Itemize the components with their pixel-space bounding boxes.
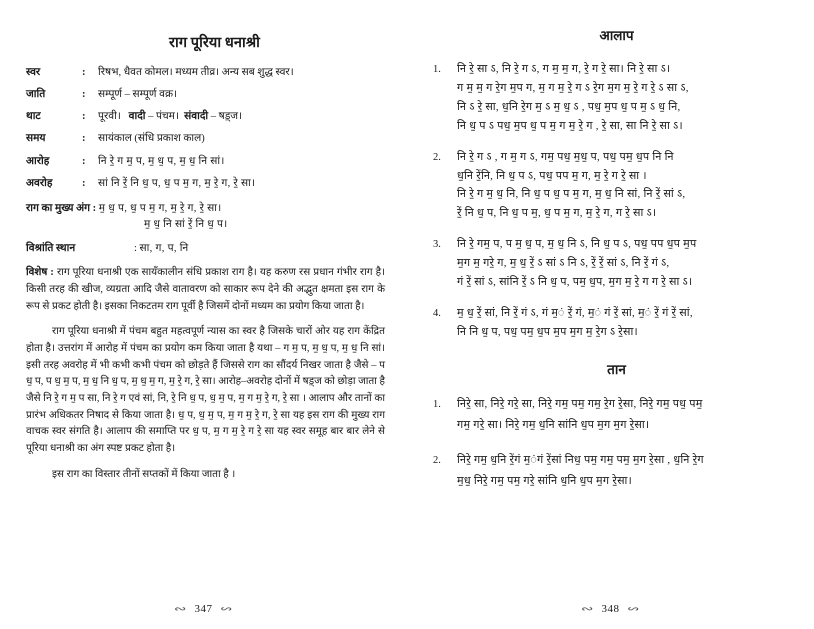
table-row-thaat [26,110,385,132]
aalaap-list [433,60,790,342]
table-row-samay [26,132,385,154]
notation-line: नि रे॒ ग ऽ , ग म॒ ग ऽ, गम॒ पध॒ म॒ध॒ प, पध॒ पम॒ ध॒प नि नि [457,150,674,163]
vadi-label: वादी [128,111,146,123]
colon-avroh: : [82,177,86,189]
table-row-aroh [26,155,385,177]
notation-line: गं रें॒ सां ऽ, सांनि रें॒ ऽ नि ध॒ प, पम॒ ध॒प, म॒ग म॒ रे॒ ग ग रे॒ सा ऽ। [457,276,693,289]
item-body [457,450,790,493]
body-paragraph-2: राग पूरिया धनाश्री में पंचम बहुत महत्वपूर्ण न्यास का स्वर है जिसके चारों ओर यह राग केंद्रित होता है। उत्तरांग में आरोह में पंचम का प्रयोग कम किया जाता है यथा – ग म॒ प, म॒ ध॒ प, म॒ ध॒ नि सां। इसी तरह अवरोह में भी कभी कभी पंचम को छोड़ते हैं जिससे राग का सौंदर्य निखर जाता है जैसे – प ध॒ प, प ध॒ म॒ प, म॒ ध॒ नि ध॒ प, म॒ ध॒ म॒ ग, म॒ रे॒ ग, रे॒ सा। आरोह–अवरोह दोनों में षड़्ज को छोड़ा जाता है जैसे नि रे॒ ग म॒ प सा, नि रे॒ ग एवं सां, नि, रे॒ नि ध॒ प, ध॒ म॒ प, म॒ ग म॒ रे॒ ग, रे॒ सा । आलाप और तानों का प्रारंभ अधिकतर निषाद से किया जाता है। ध॒ प, ध॒ म॒ प, म॒ ग म॒ रे॒ ग, रे॒ सा यह इस राग की मुख्य राग वाचक स्वर संगति है। आलाप की समाप्ति पर ध॒ प, म॒ ग म॒ रे॒ ग रे॒ सा यह स्वर समूह बार बार लेने से पूरिया धनाश्री का अंग स्पष्ट प्रकट होता है। [26,326,385,454]
item-body [457,148,790,224]
colon-thaat: : [82,111,86,123]
main-anga-label: राग का मुख्य अंग : [26,202,97,214]
page-number: 347 [194,603,213,615]
attribute-value-samay: सायंकाल (संधि प्रकाश काल) [98,133,205,145]
attribute-value-jati: सम्पूर्ण – सम्पूर्ण वक्र। [98,89,178,101]
ornament-left-icon: ∾ [174,604,187,615]
thaat-name: पूरवी। [98,111,121,123]
notation-line: निरे॒ गम॒ ध॒नि रें॒गं म॒ंगं रें॒सां निध॒ पम॒ गम॒ पम॒ म॒ग रे॒सा , ध॒नि रे॒ग [457,453,704,466]
special-label: विशेष : [26,267,54,279]
attribute-label-thaat: थाट [26,111,41,123]
notation-line: नि नि ध॒ प, पध॒ पम॒ ध॒प म॒प म॒ग म॒ रे॒ग ऽ रे॒सा। [457,325,638,338]
item-number: 1. [433,398,441,410]
notation-line: म॒ ध॒ रें॒ सां, नि रें॒ गं ऽ, गं म॒ं रें॒ गं, म॒ं गं रें॒ सां, म॒ं रें॒ गं रें॒ सां, [457,306,693,319]
raga-attributes-table [26,66,385,199]
list-item [433,235,790,292]
taan-list [433,394,790,493]
rest-notes-colon: : [134,243,137,255]
attribute-value-swara: रिषभ, धैवत कोमल। मध्यम तीव्र। अन्य सब शुद्ध स्वर। [98,67,294,78]
item-number: 3. [433,239,441,251]
page-title: राग पूरिया धनाश्री [169,35,260,51]
table-row-avroh [26,177,385,199]
attribute-label-samay: समय [26,133,46,145]
item-number: 2. [433,151,441,163]
notation-line: म॒ग म॒ गरे॒ ग, म॒ ध॒ रें॒ ऽ सां ऽ नि ऽ, रें॒ रें॒ सां ऽ, नि रें॒ गं ऽ, [457,257,670,270]
notation-line: रें॒ नि ध॒ प, नि ध॒ प म॒, ध॒ प म॒ ग, म॒ रे॒ ग, ग रे॒ सा ऽ। [457,207,657,220]
list-item [433,394,790,437]
item-number: 4. [433,307,441,319]
page-number: 348 [601,603,620,615]
notation-line: ध॒नि रें॒नि, नि ध॒ प ऽ, पध॒ पप म॒ ग, म॒ रे॒ ग रे॒ सा । [457,169,647,182]
item-body [457,304,790,342]
rest-notes-row [26,241,385,255]
notation-line: म॒ध॒ निरे॒ गम॒ पम॒ गरे॒ सांनि ध॒नि ध॒प म॒ग रे॒सा। [457,475,633,488]
item-body [457,60,790,136]
attribute-label-aroh: आरोह [26,155,50,167]
list-item [433,60,790,136]
right-page-footer [407,603,814,615]
list-item [433,304,790,342]
colon-jati: : [82,89,86,101]
ornament-left-icon: ∾ [581,604,594,615]
rest-notes-label: विश्रांति स्थान [26,243,76,255]
samvadi-value: – षड़्ज। [210,111,243,123]
item-body [457,394,790,437]
notation-line: नि ध॒ प ऽ पध॒ म॒प ध॒ प म॒ ग म॒ रे॒ ग , रे॒ सा, सा नि रे॒ सा ऽ। [457,119,683,132]
notation-line: निरे॒ सा, निरे॒ गरे॒ सा, निरे॒ गम॒ पम॒ गम॒ रे॒ग रे॒सा, निरे॒ गम॒ पध॒ पम॒ [457,397,703,410]
attribute-label-avroh: अवरोह [26,177,53,189]
main-anga-row [26,201,385,234]
main-anga-line-1: म॒ ध॒ प, ध॒ प म॒ ग, म॒ रे॒ ग, रे॒ सा। [98,202,222,214]
aalaap-heading: आलाप [599,28,634,43]
attribute-label-swara: स्वर [26,67,41,78]
samvadi-label: संवादी [184,111,209,123]
left-page-footer [0,603,407,615]
ornament-right-icon: ∾ [220,604,233,615]
attribute-value-thaat [98,110,385,132]
list-item [433,450,790,493]
rest-notes-value: सा, ग, प, नि [139,243,189,255]
notation-line: नि ऽ रे॒ सा, ध॒नि रे॒ग म॒ ऽ म॒ ध॒ ऽ , पध॒ म॒प ध॒ प म॒ ऽ ध॒ नि, [457,100,681,113]
attribute-value-avroh: सां नि रें॒ नि ध॒ प, ध॒ प म॒ ग, म॒ रे॒ ग, रे॒ सा। [98,177,256,189]
table-row-jati [26,88,385,110]
item-body [457,235,790,292]
colon-swara: : [82,67,86,78]
attribute-value-aroh: नि रे॒ ग म॒ प, म॒ ध॒ प, म॒ ध॒ नि सां। [98,155,225,167]
taan-heading: तान [607,361,626,377]
table-row-swara [26,66,385,88]
special-text: राग पूरिया धनाश्री एक सायँकालीन संधि प्रकाश राग है। यह करुण रस प्रधान गंभीर राग है। किसी तरह की खीज, व्यग्रता आदि जैसे वातावरण को साकार रूप देने की अद्भुत क्षमता इस राग के रूप से प्रकट होती है। इसका निकटतम राग पूर्वी है जिसमें दोनों मध्यम का प्रयोग किया जाता है। [26,267,385,312]
notation-line: नि रे॒ सा ऽ, नि रे॒ ग ऽ, ग म॒ म॒ ग, रे॒ ग रे॒ सा। नि रे॒ सा ऽ। [457,63,671,75]
right-page-column [407,0,814,629]
notation-line: गम॒ गरे॒ सा। निरे॒ गम॒ ध॒नि सांनि ध॒प म॒ग म॒ग रे॒सा। [457,419,650,432]
item-number: 2. [433,454,441,466]
main-anga-line-2: म॒ ध॒ नि सां रें॒ नि ध॒ प। [144,219,228,231]
item-number: 1. [433,64,441,75]
colon-samay: : [82,133,86,145]
colon-aroh: : [82,155,86,167]
special-paragraph [26,265,385,315]
notation-line: नि रे॒ ग म॒ ध॒ नि, नि ध॒ प ध॒ प म॒ ग, म॒ ध॒ नि सां, नि रें॒ सां ऽ, [457,188,686,201]
notation-line: ग म॒ म॒ ग रे॒ग म॒प ग, म॒ ग म॒ रे॒ ग ऽ रे॒ग म॒ग म॒ रे॒ ग रे॒ ऽ सा ऽ, [457,81,689,94]
notation-line: नि रे॒ गम॒ प, प म॒ ध॒ प, म॒ ध॒ नि ऽ, नि ध॒ प ऽ, पध॒ पप ध॒प म॒प [457,238,697,251]
body-paragraph-3: इस राग का विस्तार तीनों सप्तकों में किया जाता है । [52,468,236,480]
attribute-label-jati: जाति [26,89,46,101]
vadi-value: – पंचम। [148,111,179,123]
list-item [433,148,790,224]
ornament-right-icon: ∾ [627,604,640,615]
